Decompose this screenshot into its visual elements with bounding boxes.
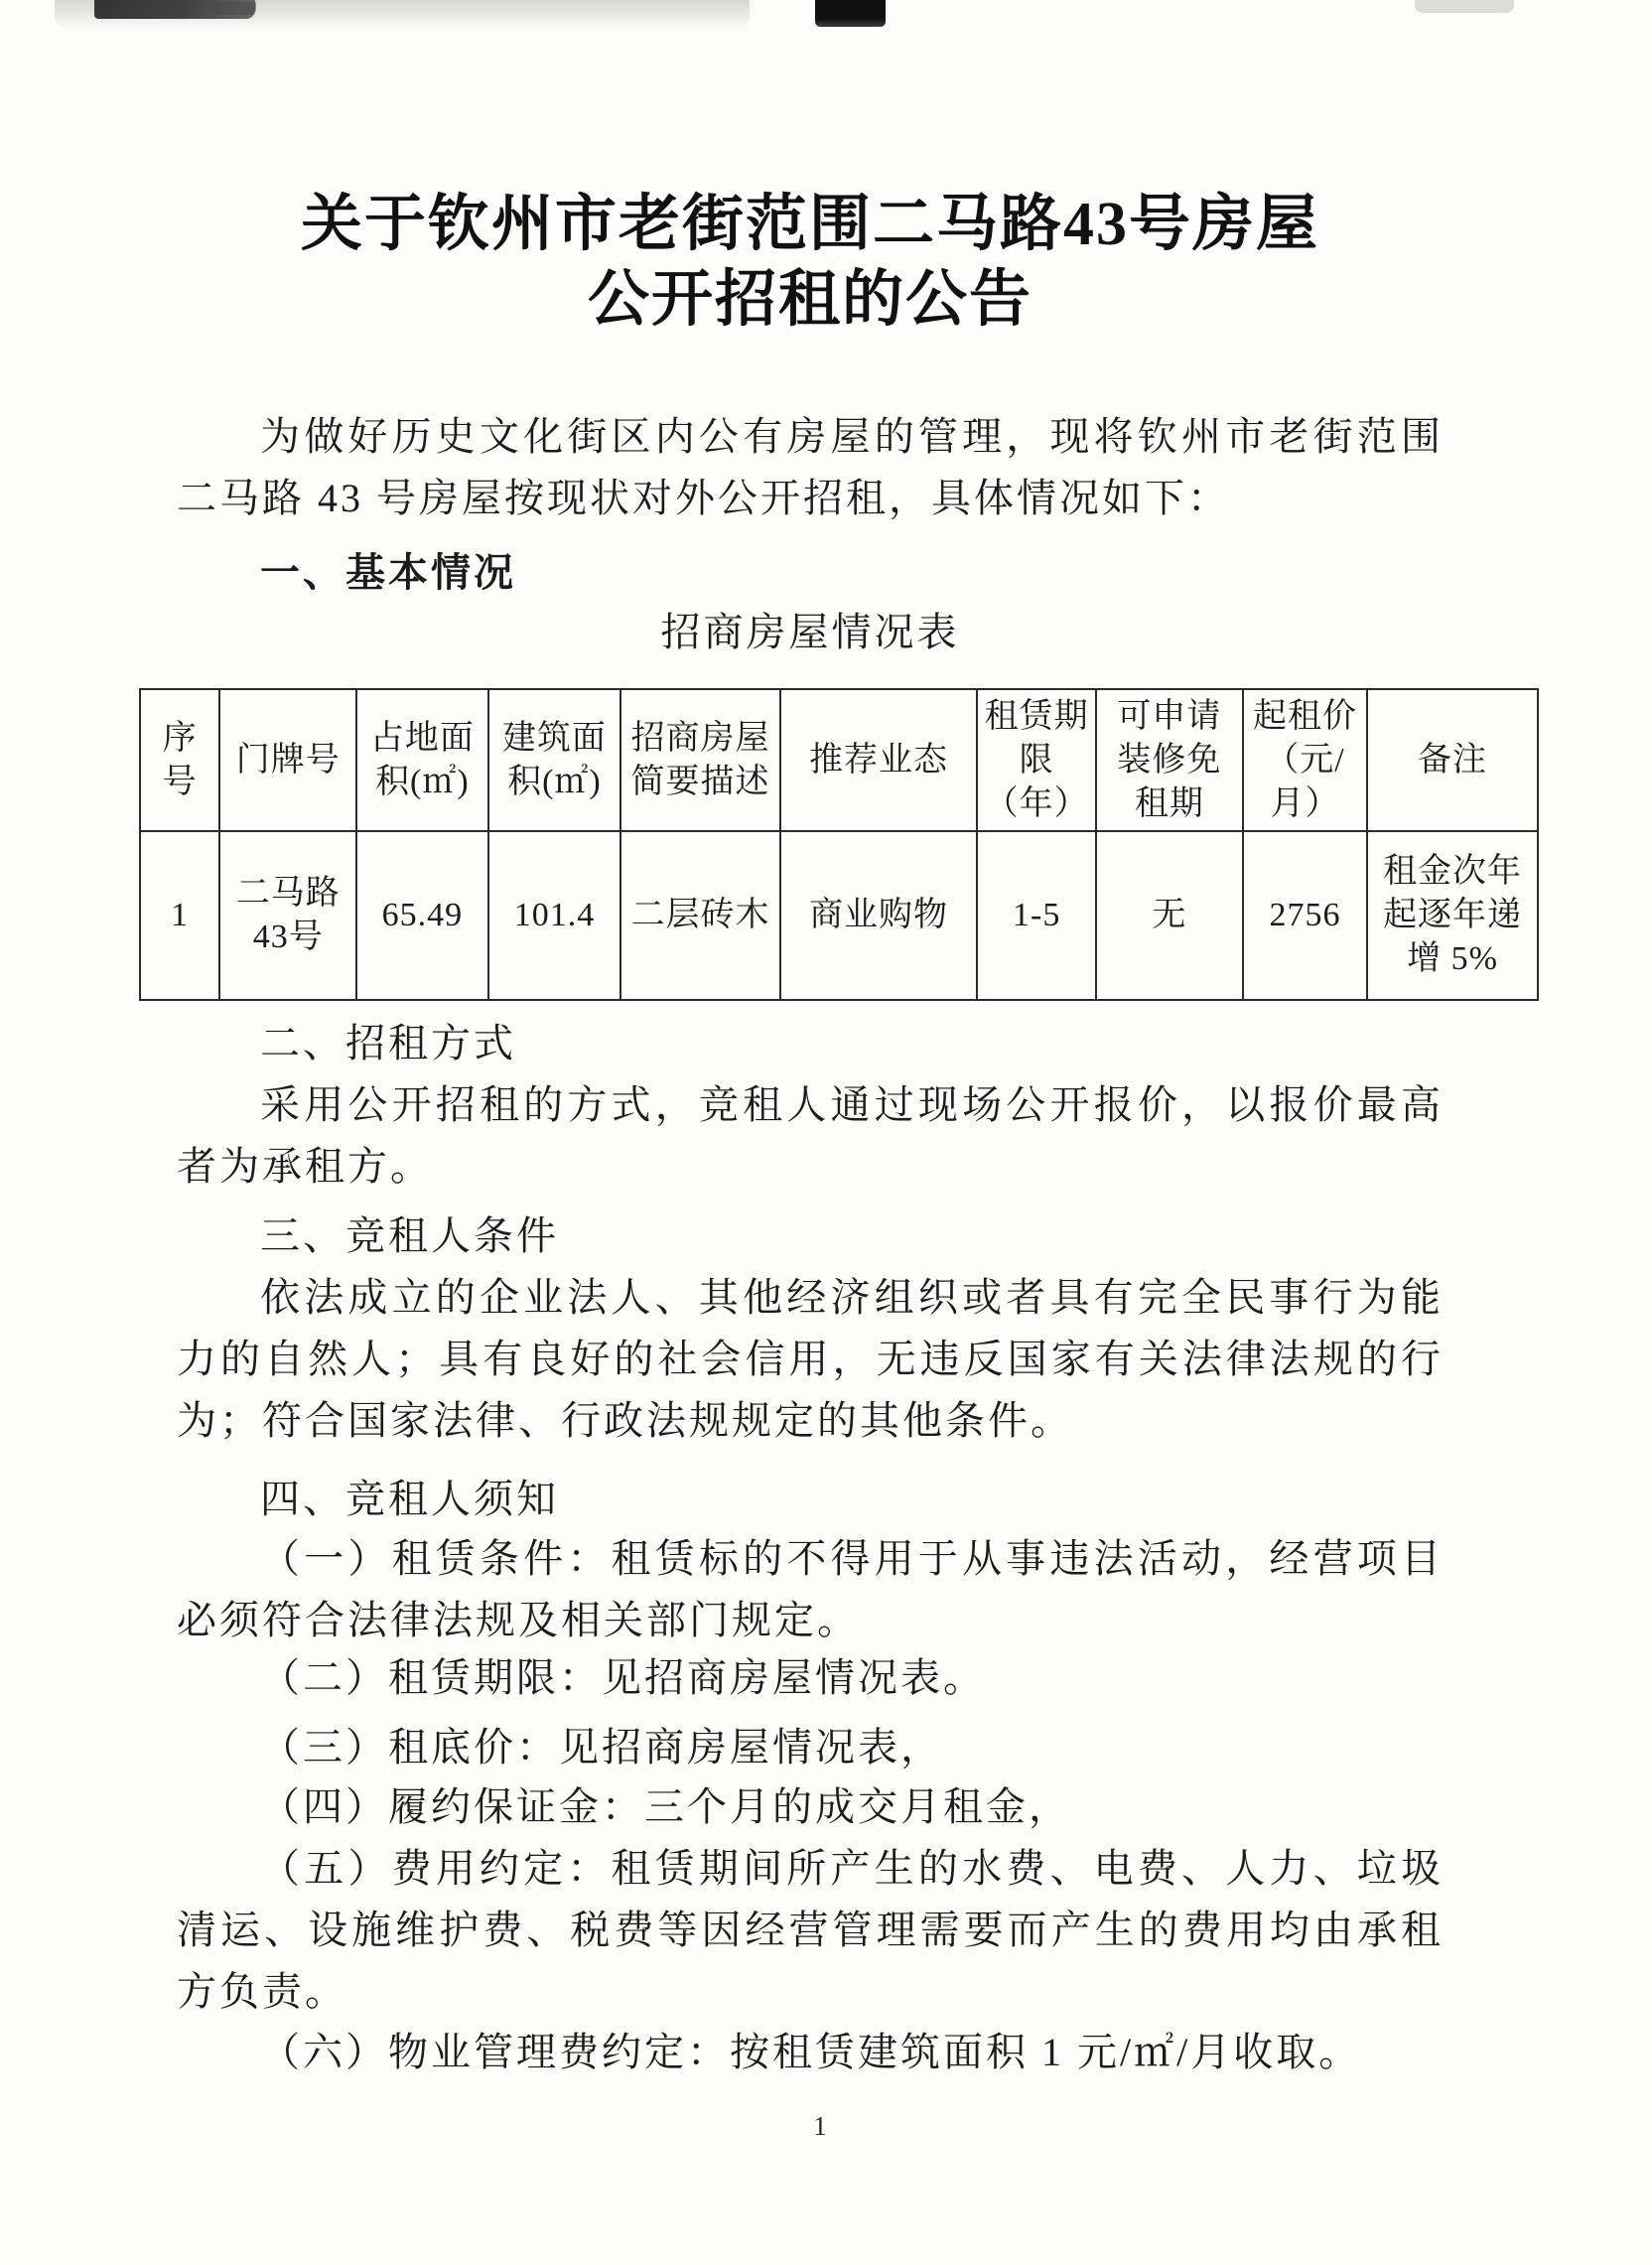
section-2-body: 采用公开招租的方式，竞租人通过现场公开报价，以报价最高者为承租方。	[177, 1082, 1444, 1189]
cell-address: 二马路43号	[219, 831, 356, 1000]
header-lease-term: 租赁期限（年）	[977, 689, 1096, 831]
housing-table	[139, 688, 1539, 1001]
header-address: 门牌号	[219, 689, 356, 831]
section-4-item-2: （二）租赁期限：见招商房屋情况表。	[260, 1655, 986, 1700]
table-row	[140, 831, 1538, 1000]
cell-land-area: 65.49	[356, 831, 487, 1000]
header-description: 招商房屋简要描述	[620, 689, 780, 831]
header-starting-rent: 起租价（元/月）	[1243, 689, 1367, 831]
cell-starting-rent: 2756	[1243, 831, 1367, 1000]
header-seq: 序号	[140, 689, 219, 831]
header-land-area: 占地面积(㎡)	[356, 689, 487, 831]
section-2-heading: 二、招租方式	[260, 1021, 516, 1065]
section-4-heading: 四、竞租人须知	[260, 1477, 559, 1521]
cell-remarks: 租金次年起逐年递增 5%	[1367, 831, 1538, 1000]
cell-lease-term: 1-5	[977, 831, 1096, 1000]
cell-description: 二层砖木	[620, 831, 780, 1000]
section-4-item-6: （六）物业管理费约定：按租赁建筑面积 1 元/㎡/月收取。	[260, 2030, 1362, 2074]
cell-renovation-rent-free: 无	[1096, 831, 1243, 1000]
section-1-heading: 一、基本情况	[260, 550, 516, 595]
table-caption: 招商房屋情况表	[660, 610, 960, 654]
header-renovation-rent-free: 可申请装修免租期	[1096, 689, 1243, 831]
section-4-item-1: （一）租赁条件：租赁标的不得用于从事违法活动，经营项目必须符合法律法规及相关部门规定。	[177, 1536, 1444, 1642]
section-3-body: 依法成立的企业法人、其他经济组织或者具有完全民事行为能力的自然人；具有良好的社会信用，无违反国家有关法律法规的行为；符合国家法律、行政法规规定的其他条件。	[177, 1275, 1444, 1443]
page-number: 1	[813, 2111, 827, 2141]
scan-smudge-right	[1415, 0, 1514, 13]
doc-title-line2: 公开招租的公告	[587, 266, 1032, 334]
cell-seq: 1	[140, 831, 219, 1000]
header-remarks: 备注	[1367, 689, 1538, 831]
section-4-item-5: （五）费用约定：租赁期间所产生的水费、电费、人力、垃圾清运、设施维护费、税费等因经营管理需要而产生的费用均由承租方负责。	[177, 1846, 1444, 2014]
header-recommended-business: 推荐业态	[780, 689, 978, 831]
intro-paragraph: 为做好历史文化街区内公有房屋的管理，现将钦州市老街范围二马路 43 号房屋按现状对外公开招租，具体情况如下：	[177, 414, 1444, 520]
scan-smudge-left-2	[210, 2, 256, 15]
section-3-heading: 三、竞租人条件	[260, 1213, 559, 1258]
scan-smudge-center	[815, 0, 886, 27]
section-4-item-4: （四）履约保证金：三个月的成交月租金，	[260, 1784, 1071, 1829]
doc-title-line1: 关于钦州市老街范围二马路43号房屋	[300, 191, 1319, 258]
cell-floor-area: 101.4	[488, 831, 621, 1000]
cell-recommended-business: 商业购物	[780, 831, 978, 1000]
table-header-row	[140, 689, 1538, 831]
header-floor-area: 建筑面积(㎡)	[488, 689, 621, 831]
section-4-item-3: （三）租底价：见招商房屋情况表，	[260, 1725, 943, 1770]
